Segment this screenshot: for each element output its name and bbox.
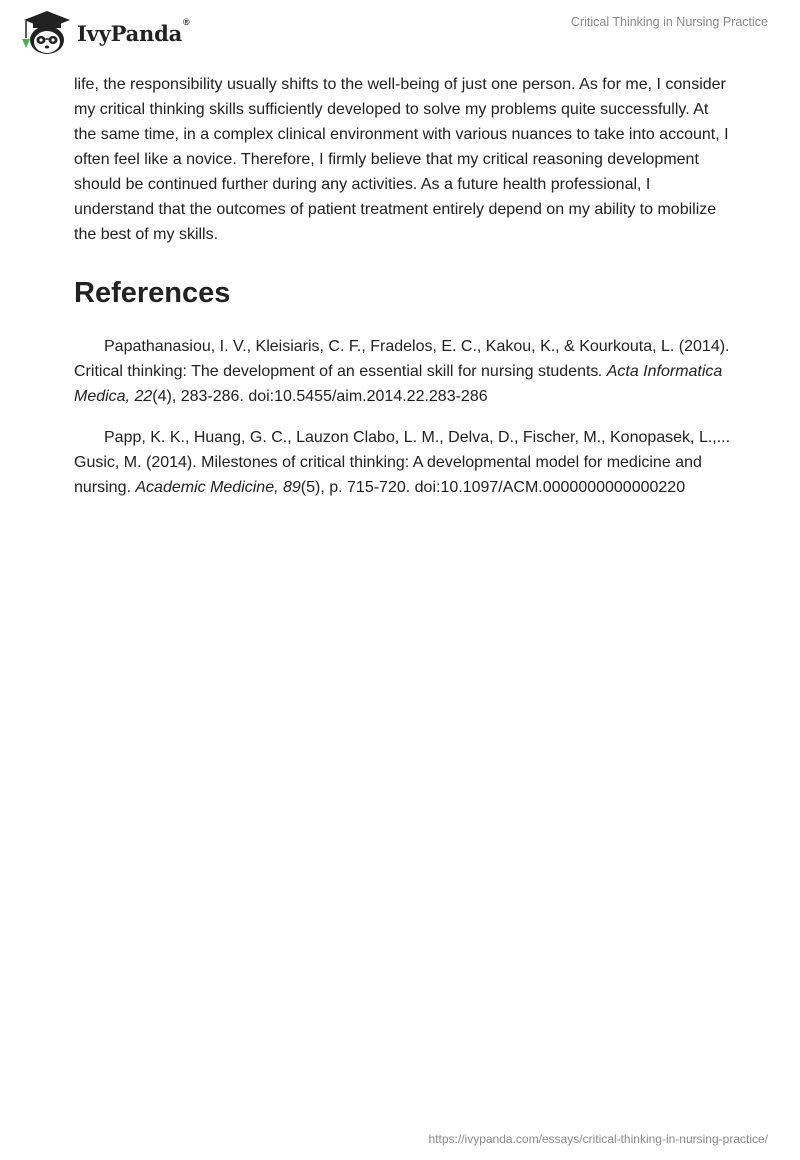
brand-name-text: IvyPanda — [77, 20, 183, 46]
references-heading: References — [74, 277, 231, 309]
reference-journal: . Acta Informatica Medica, 22 — [74, 363, 723, 405]
reference-item — [74, 334, 734, 409]
registered-mark: ® — [183, 16, 190, 27]
reference-journal: Academic Medicine, 89 — [135, 479, 301, 496]
reference-text: Papp, K. K., Huang, G. C., Lauzon Clabo, L. M., Delva, D., Fischer, M., Konopasek, L.,... Gusic, M. (2014). Milestones of critical thinking: A developmental model for medicine and nursing. — [74, 429, 731, 496]
page-header — [0, 0, 800, 64]
brand-logo[interactable] — [16, 6, 189, 58]
body-paragraph: life, the responsibility usually shifts to the well-being of just one person. As for me, I consider my critical thinking skills sufficiently developed to solve my problems quite successfully. At the same time, in a complex clinical environment with various nuances to take into account, I often feel like a novice. Therefore, I firmly believe that my critical reasoning development should be continued further during any activities. As a future health professional, I understand that the outcomes of patient treatment entirely depend on my ability to mobilize the best of my skills. — [74, 76, 729, 243]
page-content — [74, 72, 734, 516]
reference-text: Papathanasiou, I. V., Kleisiaris, C. F., Fradelos, E. C., Kakou, K., & Kourkouta, L. (2014). Critical thinking: The development of an essential skill for nursing students — [74, 338, 730, 380]
panda-graduate-icon — [16, 8, 74, 56]
reference-details: (4), 283-286. doi:10.5455/aim.2014.22.283-286 — [152, 388, 488, 405]
reference-details: (5), p. 715-720. doi:10.1097/ACM.0000000000000220 — [300, 479, 686, 496]
document-title: Critical Thinking in Nursing Practice — [570, 15, 768, 29]
source-url-link[interactable]: https://ivypanda.com/essays/critical-thinking-in-nursing-practice/ — [428, 1132, 768, 1146]
brand-name — [77, 16, 190, 46]
reference-item — [74, 425, 734, 500]
